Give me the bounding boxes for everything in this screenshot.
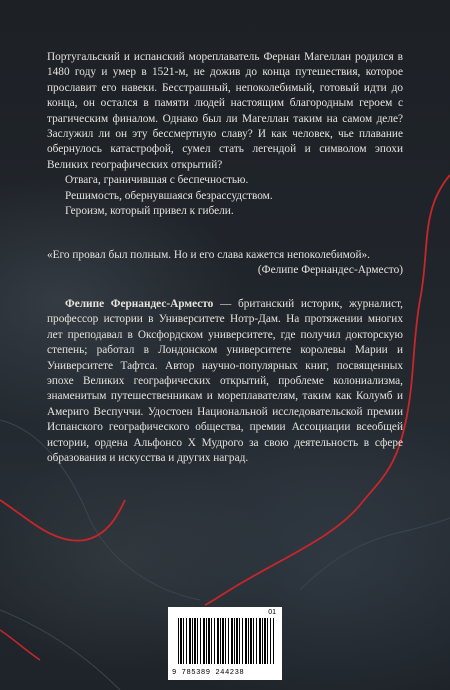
quote-text: «Его провал был полным. Но и его слава кажется непоколебимой». [47,249,370,261]
annotation-paragraph: Португальский и испанский мореплаватель Фернан Магеллан родился в 1480 году и умер в 1521-м, не дожив до конца путешествия, которое прославит его навеки. Бесстрашный, непоколебимый, готовый идти до конца, он остался в памяти людей настоящим благородным героем с трагическим финалом. Однако был ли Магеллан таким на самом деле? Заслужил ли он эту бессмертную славу? И как человек, чье плавание обернулось катастрофой, сумел стать легендой и символом эпохи Великих географических открытий? [47,51,403,171]
map-coastline [0,610,120,690]
annotation-block [47,50,403,219]
voyage-route-line [0,630,40,660]
author-bio [47,297,403,466]
quote-author: (Фелипе Фернандес-Арместо) [257,264,403,277]
author-bio-text: — британский историк, журналист, профессор истории в Университете Нотр-Дам. На протяжении многих лет преподавал в Оксфордском университете, где получил докторскую степень; работал в Лондонском университете королевы Марии и Университете Тафтса. Автор научно-популярных книг, посвященных эпохе Великих географических открытий, проблеме колониализма, знаменитым путешественникам и мореплавателям, таким как Колумб и Америго Веспуччи. Удостоен Национальной исследовательской премии Испанского географического общества, премии Ассоциации всеобщей истории, ордена Альфонсо X Мудрого за свою деятельность в сфере образования и искусства и других наград. [47,298,403,465]
voyage-route-line [0,500,125,541]
annotation-line: Отвага, граничившая с беспечностью. [65,174,249,187]
barcode-top-code: 01 [268,609,276,616]
barcode-bars [178,618,274,664]
author-name: Фелипе Фернандес-Арместо [65,298,214,310]
barcode-number: 9 785389 244238 [172,669,245,677]
annotation-line: Решимость, обернувшаяся безрассудством. [65,189,273,202]
quote-block [47,248,403,279]
isbn-barcode [168,607,282,680]
map-coastline [300,518,450,590]
annotation-line: Героизм, который привел к гибели. [65,205,234,218]
